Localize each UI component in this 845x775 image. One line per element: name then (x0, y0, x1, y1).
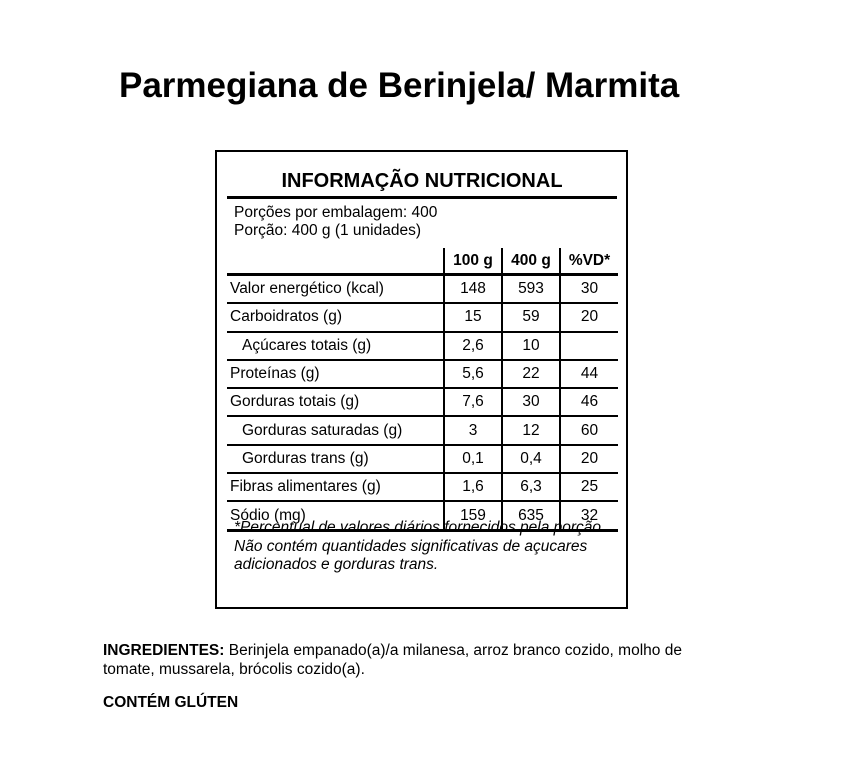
table-row (227, 416, 618, 444)
value-per-100g: 148 (444, 275, 502, 304)
nutrient-label: Gorduras trans (g) (227, 445, 444, 473)
nutrient-label: Gorduras totais (g) (227, 388, 444, 416)
value-daily-percent: 46 (560, 388, 618, 416)
value-per-400g: 30 (502, 388, 560, 416)
value-per-100g: 2,6 (444, 332, 502, 360)
nutrient-label: Proteínas (g) (227, 360, 444, 388)
page-title: Parmegiana de Berinjela/ Marmita (119, 66, 680, 105)
nutrient-label: Açúcares totais (g) (227, 332, 444, 360)
table-row (227, 275, 618, 304)
value-per-400g: 0,4 (502, 445, 560, 473)
nutrient-label: Gorduras saturadas (g) (227, 416, 444, 444)
header-per-100g: 100 g (444, 248, 502, 275)
ingredients-label: INGREDIENTES: (103, 642, 225, 659)
value-per-100g: 159 (444, 501, 502, 530)
nutrient-label: Valor energético (kcal) (227, 275, 444, 304)
table-row (227, 388, 618, 416)
value-per-100g: 15 (444, 303, 502, 331)
table-row (227, 332, 618, 360)
table-row (227, 473, 618, 501)
value-per-400g: 593 (502, 275, 560, 304)
serving-size: Porção: 400 g (1 unidades) (234, 222, 421, 239)
value-per-400g: 12 (502, 416, 560, 444)
nutrient-label: Carboidratos (g) (227, 303, 444, 331)
footnote-sugar-trans: Não contém quantidades significativas de açucares adicionados e gorduras trans. (234, 537, 588, 573)
value-per-400g: 635 (502, 501, 560, 530)
nutrition-heading: INFORMAÇÃO NUTRICIONAL (227, 166, 617, 199)
value-per-100g: 3 (444, 416, 502, 444)
header-daily-value: %VD* (560, 248, 618, 275)
table-row (227, 360, 618, 388)
value-daily-percent: 32 (560, 501, 618, 530)
value-per-100g: 0,1 (444, 445, 502, 473)
header-label-column (227, 248, 444, 275)
ingredients-text: Berinjela empanado(a)/a milanesa, arroz branco cozido, molho de tomate, mussarela, brócolis cozido(a). (103, 642, 682, 678)
value-daily-percent: 25 (560, 473, 618, 501)
allergen-warning: CONTÉM GLÚTEN (103, 694, 239, 711)
value-per-400g: 6,3 (502, 473, 560, 501)
table-row (227, 445, 618, 473)
portion-info (234, 204, 614, 240)
value-daily-percent: 44 (560, 360, 618, 388)
nutrition-table (227, 248, 618, 532)
value-daily-percent: 20 (560, 445, 618, 473)
table-header-row (227, 248, 618, 275)
value-per-400g: 59 (502, 303, 560, 331)
value-daily-percent: 30 (560, 275, 618, 304)
header-per-400g: 400 g (502, 248, 560, 275)
table-row (227, 303, 618, 331)
value-daily-percent: 20 (560, 303, 618, 331)
ingredients-list (103, 641, 723, 679)
nutrient-label: Sódio (mg) (227, 501, 444, 530)
nutrition-facts-panel (215, 150, 628, 609)
nutrition-footnotes (234, 519, 619, 575)
value-per-400g: 22 (502, 360, 560, 388)
footnote-daily-value: *Percentual de valores diários fornecidos pela porção. (234, 519, 606, 536)
value-daily-percent (560, 332, 618, 360)
value-daily-percent: 60 (560, 416, 618, 444)
nutrient-label: Fibras alimentares (g) (227, 473, 444, 501)
value-per-100g: 1,6 (444, 473, 502, 501)
value-per-100g: 5,6 (444, 360, 502, 388)
servings-per-package: Porções por embalagem: 400 (234, 204, 438, 221)
value-per-100g: 7,6 (444, 388, 502, 416)
value-per-400g: 10 (502, 332, 560, 360)
